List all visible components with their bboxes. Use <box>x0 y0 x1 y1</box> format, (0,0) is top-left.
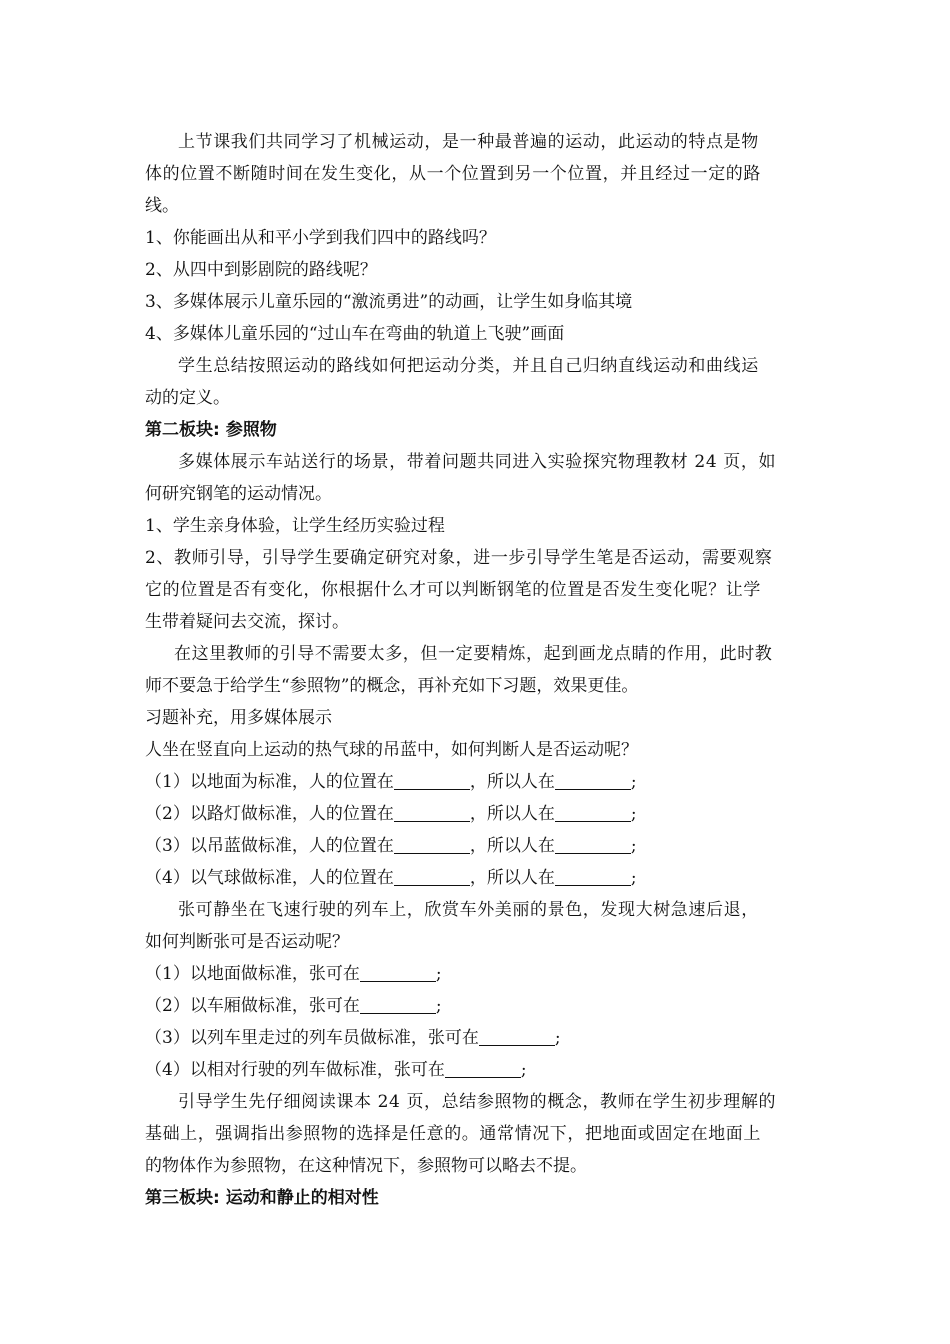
answer-blank <box>555 803 631 822</box>
question-1-item: （1）以地面为标准，人的位置在 ，所以人在 ; <box>145 772 637 792</box>
question-1: 人坐在竖直向上运动的热气球的吊蓝中，如何判断人是否运动呢？ <box>145 740 638 760</box>
question-2-item: （3）以列车里走过的列车员做标准，张可在 ; <box>145 1028 561 1048</box>
section-2-conclusion-line: 的物体作为参照物，在这种情况下，参照物可以略去不提。 <box>145 1156 587 1176</box>
section-2-paragraph-line: 何研究钢笔的运动情况。 <box>145 484 332 504</box>
question-1-item: （4）以气球做标准，人的位置在 ，所以人在 ; <box>145 868 637 888</box>
section-2-conclusion-line: 基础上，强调指出参照物的选择是任意的。通常情况下，把地面或固定在地面上 <box>145 1124 761 1144</box>
section-2-item-1: 1、学生亲身体验，让学生经历实验过程 <box>145 516 445 536</box>
section-2-note-line: 在这里教师的引导不需要太多，但一定要精炼，起到画龙点睛的作用，此时教 <box>174 644 773 664</box>
question-2-line: 张可静坐在飞速行驶的列车上，欣赏车外美丽的景色，发现大树急速后退， <box>178 900 759 920</box>
section-2-heading: 第二板块: 参照物 <box>145 420 277 440</box>
intro-item-1: 1、你能画出从和平小学到我们四中的路线吗？ <box>145 228 496 248</box>
intro-paragraph-line: 上节课我们共同学习了机械运动，是一种最普遍的运动，此运动的特点是物 <box>178 132 759 152</box>
answer-blank <box>394 867 470 886</box>
intro-paragraph-line: 体的位置不断随时间在发生变化，从一个位置到另一个位置，并且经过一定的路 <box>145 164 761 184</box>
question-2-item: （2）以车厢做标准，张可在 ; <box>145 996 442 1016</box>
answer-blank <box>555 771 631 790</box>
question-1-item: （2）以路灯做标准，人的位置在 ，所以人在 ; <box>145 804 637 824</box>
answer-blank <box>555 835 631 854</box>
section-2-note-line: 师不要急于给学生“参照物”的概念，再补充如下习题，效果更佳。 <box>145 676 639 696</box>
section-2-item-2-line: 它的位置是否有变化，你根据什么才可以判断钢笔的位置是否发生变化呢？让学 <box>145 580 761 600</box>
section-2-paragraph-line: 多媒体展示车站送行的场景，带着问题共同进入实验探究物理教材 24 页，如 <box>178 452 777 472</box>
intro-item-4: 4、多媒体儿童乐园的“过山车在弯曲的轨道上飞驶”画面 <box>145 324 565 344</box>
section-2-item-2-line: 2、教师引导，引导学生要确定研究对象，进一步引导学生笔是否运动，需要观察 <box>145 548 773 568</box>
intro-item-3: 3、多媒体展示儿童乐园的“激流勇进”的动画，让学生如身临其境 <box>145 292 633 312</box>
exercise-title: 习题补充，用多媒体展示 <box>145 708 332 728</box>
intro-summary-line: 动的定义。 <box>145 388 230 408</box>
question-1-item: （3）以吊蓝做标准，人的位置在 ，所以人在 ; <box>145 836 637 856</box>
intro-paragraph-line: 线。 <box>145 196 179 216</box>
answer-blank <box>394 771 470 790</box>
section-3-heading: 第三板块: 运动和静止的相对性 <box>145 1188 379 1208</box>
question-2-item: （1）以地面做标准，张可在 ; <box>145 964 442 984</box>
answer-blank <box>360 995 436 1014</box>
answer-blank <box>445 1059 521 1078</box>
intro-summary-line: 学生总结按照运动的路线如何把运动分类，并且自己归纳直线运动和曲线运 <box>178 356 759 376</box>
question-2-item: （4）以相对行驶的列车做标准，张可在 ; <box>145 1060 527 1080</box>
answer-blank <box>360 963 436 982</box>
answer-blank <box>394 835 470 854</box>
document-page <box>145 126 810 1214</box>
answer-blank <box>479 1027 555 1046</box>
answer-blank <box>555 867 631 886</box>
section-2-conclusion-line: 引导学生先仔细阅读课本 24 页，总结参照物的概念，教师在学生初步理解的 <box>178 1092 777 1112</box>
intro-item-2: 2、从四中到影剧院的路线呢？ <box>145 260 377 280</box>
answer-blank <box>394 803 470 822</box>
section-2-item-2-line: 生带着疑问去交流，探讨。 <box>145 612 349 632</box>
question-2-line: 如何判断张可是否运动呢？ <box>145 932 349 952</box>
